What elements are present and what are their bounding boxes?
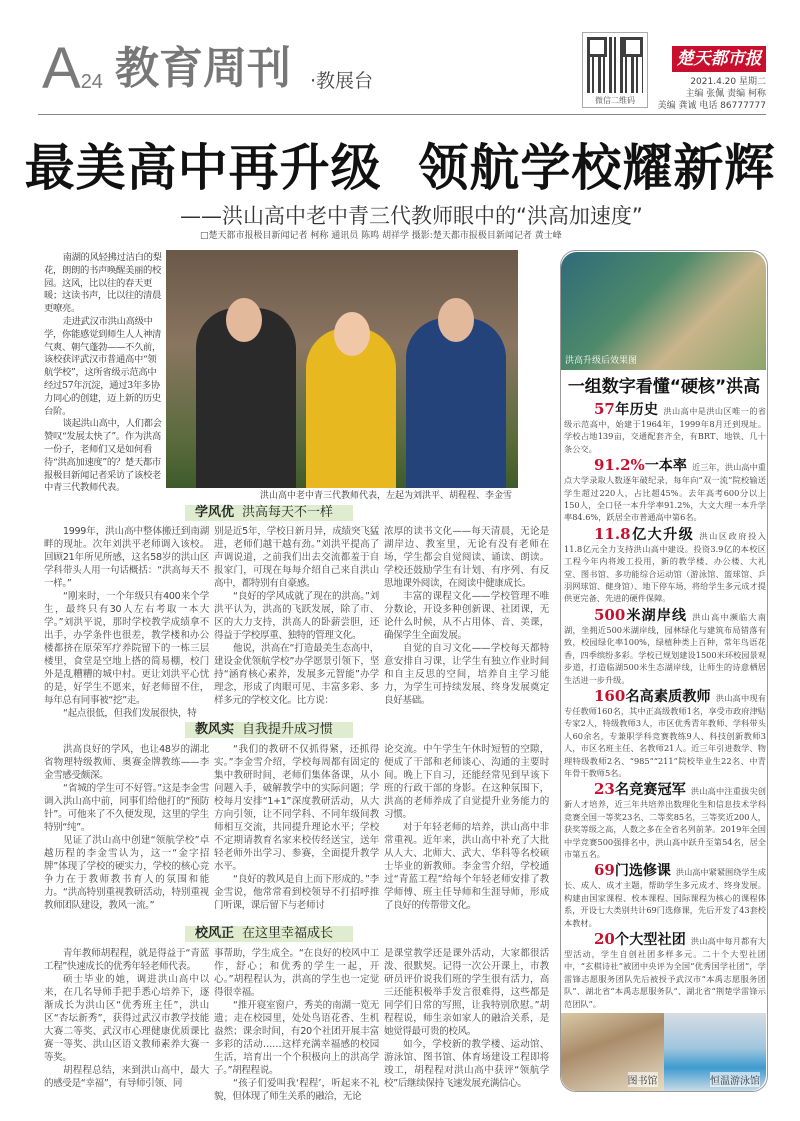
stat-number: 160 xyxy=(594,686,626,705)
heading-rest: 自我提升成习惯 xyxy=(242,722,334,737)
paragraph: “孩子们爱叫我‘程程’，听起来不礼貌，但体现了师生关系的融洽，无论 xyxy=(214,1078,379,1102)
heading-rest: 洪高每天不一样 xyxy=(242,505,334,520)
stat-label: 名高素质教师 xyxy=(625,688,711,705)
intro-paragraph: 南湖的风轻拂过洁白的梨花，朗朗的书声唤醒美丽的校园。这风，比以往的春天更暖；这读书声，比以往的清晨更嘹亮。 xyxy=(44,252,162,315)
stat-label: 名竞赛冠军 xyxy=(614,782,686,799)
stat-entry xyxy=(564,781,766,860)
article-column xyxy=(44,947,209,1090)
paragraph: “我们的教研不仅抓得紧，还抓得实。”李金雪介绍，学校每周都有固定的集中教研时间，老师们集体备课，从小问题入手，破解教学中的实际问题；学校每月安排“1+1”深度教研活动，从大方向引领，让不同学科、不同年级间教师相互交流，共同提升理论水平；学校不定期请教育名家来校传经送宝，送年轻老师外出学习、参赛，全面提升教学水平。 xyxy=(214,744,379,872)
issue-meta xyxy=(652,76,766,112)
article-column xyxy=(214,947,379,1103)
article-column xyxy=(384,525,549,707)
stat-text: 洪山区政府投入11.8亿元全力支持洪山高中建设。投资3.9亿的本校区工程今年内将竣工投用，新的教学楼、办公楼、大礼堂、图书馆、多功能综合运动馆（游泳馆、篮球馆、乒羽网球馆、健身馆）、地下停车场，将给学生多元成才提供更完备、先进的硬件保障。 xyxy=(564,530,766,604)
intro-paragraph: 谈起洪山高中，人们都会赞叹“发展太快了”。作为洪高一份子，老师们又是如何看待“洪高加速度”的？楚天都市报极目新闻记者采访了该校老中青三代教师代表。 xyxy=(44,418,162,494)
paragraph: 他说，洪高在“打造最美生态高中，建设金优领航学校”办学愿景引领下，坚持“涵育核心素养，发展多元智能”办学理念，形成了肉眼可见、丰富多彩、多样多元的学校文化。比方说： xyxy=(214,643,379,706)
intro-text xyxy=(44,252,164,495)
stat-entry xyxy=(564,607,766,686)
paragraph: 如今，学校新的教学楼、运动馆、游泳馆、图书馆、体育场建设工程即将竣工，胡程程对洪山高中获评“领航学校”后继续保持飞速发展充满信心。 xyxy=(384,1039,549,1089)
campus-rendering-image xyxy=(561,252,766,370)
paragraph: “省城的学生可不好管。”这是李金雪调入洪山高中前，同事们给他打的“预防针”。可他来了不久便发现，这里的学生特别“纯”。 xyxy=(44,783,209,833)
stat-label: 年历史 xyxy=(614,402,659,418)
stat-entry xyxy=(564,457,766,524)
photo-caption: 洪山高中老中青三代教师代表，左起为刘洪平、胡程程、李金雪 xyxy=(260,491,513,501)
page-number xyxy=(42,36,103,111)
stat-label: 亿大升级 xyxy=(630,526,695,543)
stat-entry xyxy=(564,401,766,455)
section-heading-3 xyxy=(185,926,353,942)
paragraph: “起点很低，但我们发展很快，特 xyxy=(63,708,197,719)
subsection-title: ·教展台 xyxy=(310,70,374,92)
stat-text: 洪山高中每月都有大型活动，学生自创社团多样多元。二十个大型社团中，“玄棋诗社”被团中央评为全国“优秀国学社团”，学雷锋志愿服务团队先后被授予武汉市“本禹志愿服务团队”、湖北省“本禹志愿服务队”、湖北省“荆楚学雷锋示范团队”。 xyxy=(564,936,766,1009)
head xyxy=(226,298,262,342)
stat-entry xyxy=(564,931,766,1010)
stat-number: 91.2% xyxy=(594,456,645,475)
stat-text: 洪山高中注重拔尖创新人才培养，近三年共培养出数理化生和信息技术学科竞赛全国一等奖23名、二等奖85名，三等奖近200人，获奖等级之高，人数之多在全省名列前茅。2019年全国中学竞赛500强排名中，洪山高中跃升至第54名，居全市第五名。 xyxy=(564,786,766,859)
stat-label: 一本率 xyxy=(644,458,687,475)
stat-entry xyxy=(564,526,766,605)
article-column xyxy=(214,525,379,707)
paragraph: 自觉的自习文化——学校每天都特意安排自习课，让学生有独立作业时间和自主反思的空间，培养自主学习能力，为学生可持续发展、终身发展奠定良好基础。 xyxy=(384,643,549,706)
article-column xyxy=(44,525,209,720)
article-column xyxy=(44,743,209,912)
heading-rest: 在这里幸福成长 xyxy=(242,926,334,941)
qr-code[interactable] xyxy=(582,32,648,108)
stat-label: 门选修课 xyxy=(614,863,671,880)
teachers-photo xyxy=(166,250,518,488)
paragraph: 是课堂教学还是课外活动，大家都很活泼、很默契。记得一次公开课上，市教研员评价说我们班的学生很有活力，高三还能积极举手发言很难得，这些都是同学们日常的写照，让我特别欣慰。”胡程程说，师生亲如家人的融洽关系，是她觉得最可贵的校风。 xyxy=(384,948,549,1037)
stat-entry xyxy=(564,862,766,929)
head xyxy=(438,298,474,342)
stat-entry xyxy=(564,688,766,779)
stat-label: 米湖岸线 xyxy=(625,607,688,624)
headline: 最美高中再升级 领航学校耀新辉 xyxy=(24,139,776,197)
editors: 主编 张佩 责编 柯称 xyxy=(685,89,766,99)
paragraph: “刚来时，一个年级只有400来个学生，最终只有30人左右考取一本大学。”刘洪平说，那时学校教学成绩拿不出手，办学条件也很差，教学楼和办公楼都挤在原荣军疗养院留下的一栋三层楼里，食堂是空地上搭的简易棚，校门外是乱糟糟的城中村。更让刘洪平心忧的是，好学生不愿来，好老师留不住，每年总有同事被“挖”走。 xyxy=(44,591,209,706)
newspaper-logo: 楚天都市报 xyxy=(672,46,766,72)
paragraph: 论交流。中午学生午休时短暂的空隙，便成了干部和老师谈心、沟通的主要时间。晚上下自习，还能经常见到早该下班的行政干部的身影。在这种氛围下，洪高的老师养成了自觉提升业务能力的习惯。 xyxy=(384,744,549,820)
paragraph: 见证了洪山高中创建“领航学校”卓越历程的李金雪认为，这一“金字招牌”体现了学校的硬实力，学校的核心竞争力在于教师教书育人的氛围和能力。“洪高特别重视教研活动，特别重视教师团队建设，教风一流。” xyxy=(44,835,209,911)
intro-paragraph: 走进武汉市洪山高级中学，你能感觉到师生人人神清气爽、朝气蓬勃——不久前，该校获评武汉市普通高中“领航学校”，这所省级示范高中经过57年沉淀，通过3年多协力同心的创建，迈上新的历史台阶。 xyxy=(44,315,161,417)
issue-date: 2021.4.20 星期二 xyxy=(690,77,766,87)
heading-bold: 学风优 xyxy=(195,505,235,520)
qr-code-icon xyxy=(587,37,643,93)
page-number-digits: 24 xyxy=(80,71,103,93)
facility-images xyxy=(561,1013,766,1091)
library-image xyxy=(561,1013,664,1091)
designer: 美编 龚诚 电话 86777777 xyxy=(657,101,766,111)
stat-text: 近三年，洪山高中重点大学录取人数逐年破纪录，每年向“双一流”院校输送学生超过220人，占比超45%。去年高考600分以上150人，全口径一本升学率91.2%，大文大理一本升学率84.6%，跃居全市普通高中第6名。 xyxy=(564,462,766,523)
stat-number: 57 xyxy=(594,400,615,418)
stat-list xyxy=(564,401,766,1010)
page-letter: A xyxy=(42,36,81,101)
paragraph: 1999年，洪山高中整体搬迁到南湖畔的现址。次年刘洪平老师调入该校。回顾21年所见所感，这名58岁的洪山区学科带头人用一句话概括：“洪高每天不一样。” xyxy=(44,526,209,589)
paragraph: 对于年轻老师的培养，洪山高中非常重视。近年来，洪山高中补充了大批从人大、北师大、武大、华科等名校硕士毕业的新教师。李金雪介绍，学校通过“青蓝工程”给每个年轻老师安排了教学师傅、班主任导师和生涯导师，形成了良好的传帮带文化。 xyxy=(384,822,549,911)
paragraph: 青年教师胡程程，就是得益于“青蓝工程”快速成长的优秀年轻老师代表。 xyxy=(44,948,209,972)
sidebar-title: 一组数字看懂“硬核”洪高 xyxy=(567,377,761,397)
stat-number: 500 xyxy=(594,605,626,624)
person-right xyxy=(406,318,506,488)
paragraph: 浓厚的读书文化——每天清晨，无论是湖岸边、教室里，无论有没有老师在场，学生都会自觉阅读、诵读、朗读。学校还鼓励学生有计划、有序列、有反思地课外阅读，在阅读中健康成长。 xyxy=(384,526,549,589)
stat-number: 11.8 xyxy=(594,524,631,543)
byline: □楚天都市报极目新闻记者 柯称 通讯员 陈鸣 胡祥学 摄影:楚天都市报极目新闻记者 黄士峰 xyxy=(200,231,562,241)
paragraph: 洪高良好的学风，也让48岁的湖北省物理特级教师、奥赛金牌教练——李金雪感受颇深。 xyxy=(44,744,209,781)
paragraph: 事帮助，学生成全。“在良好的校风中工作，舒心；和优秀的学生一起，开心。”胡程程认为，洪高的学生也一定觉得很幸福。 xyxy=(214,948,379,998)
article-column xyxy=(384,743,549,912)
stat-text: 洪山高中现有专任教师160名，其中正高级教师1名，享受市政府津贴专家2人，特级教师3人，市区优秀青年教师、学科带头人60余名，专兼职学科竞赛教练9人、科技创新教师3人，市区名班主任、名教师21人。近三年引进数学、物理特级教师2名、“985”“211”院校毕业生22名、中青年骨干教师5名。 xyxy=(564,692,766,778)
section-heading-2 xyxy=(185,722,353,738)
article-column xyxy=(214,743,379,912)
pool-image xyxy=(664,1013,767,1091)
paragraph: “良好的学风成就了现在的洪高。”刘洪平认为，洪高的飞跃发展，除了市、区的大力支持，洪高人的卧薪尝胆，还得益于学校厚重、独特的管理文化。 xyxy=(214,591,379,641)
stat-number: 69 xyxy=(594,861,615,880)
subheadline: ——洪山高中老中青三代教师眼中的“洪高加速度” xyxy=(180,204,643,228)
stat-text: 洪山高中紧紧围绕学生成长、成人、成才主题，帮助学生多元成才、终身发展。构建由国家课程、校本课程、国际课程为核心的课程体系，开设七大类别共计69门选修课，先后开发了43套校本教材。 xyxy=(564,867,766,928)
stat-number: 23 xyxy=(594,780,615,799)
head xyxy=(334,312,370,356)
heading-bold: 教风实 xyxy=(195,722,235,737)
stat-label: 个大型社团 xyxy=(614,932,686,948)
paragraph: 胡程程总结，来到洪山高中，最大的感受是“幸福”，有导师引领、同 xyxy=(44,1065,209,1089)
paragraph: 丰富的课程文化——学校管理不唯分数论，开设多种创新课、社团课，无论什么时候，从不占用体、音、美课，确保学生全面发展。 xyxy=(384,591,549,641)
stat-text: 洪山高中濒临大南湖，坐拥近500米湖岸线，园林绿化与建筑布局错落有致，校园绿化率100%，绿植种类上百种，常年鸟语花香，四季缤纷多彩。学校已规划建设1500米环校园景观步道，打造临湖500米生态湖岸线，让师生的诗意栖居生活进一步升级。 xyxy=(564,611,766,685)
paragraph: “推开寝室窗户，秀美的南湖一览无遗；走在校园里，处处鸟语花香、生机盎然；课余时间，有20个社团开展丰富多彩的活动……这样充满幸福感的校园生活，培育出一个个积极向上的洪高学子。”胡程程说。 xyxy=(214,1000,379,1076)
section-heading-1 xyxy=(185,505,353,521)
section-title: 教育周刊 xyxy=(115,43,291,94)
qr-label: 微信二维码 xyxy=(595,96,635,105)
stat-text: 洪山高中是洪山区唯一的省级示范高中，始建于1964年，1999年8月迁到现址。学校占地139亩，交通配套齐全，有BRT、地铁、几十条公交。 xyxy=(564,406,766,454)
paragraph: “良好的教风是自上而下形成的。”李金雪说，他常常看到校领导不打招呼推门听课，课后留下与老师讨 xyxy=(214,874,379,911)
rendering-caption: 洪高升级后效果图 xyxy=(565,356,638,366)
article-column xyxy=(384,947,549,1090)
library-caption: 图书馆 xyxy=(628,1072,658,1087)
heading-bold: 校风正 xyxy=(195,926,235,941)
pool-caption: 恒温游泳馆 xyxy=(710,1072,760,1087)
header-divider xyxy=(38,114,766,115)
paragraph: 别是近5年，学校日新月异，成绩突飞猛进，老师们越干越有劲。”刘洪平提高了声调说道，之前我们出去交流都羞于自报家门，可现在每每介绍自己来自洪山高中，都特别有自豪感。 xyxy=(214,526,379,589)
stat-number: 20 xyxy=(594,930,615,948)
paragraph: 硕士毕业的她，调进洪山高中以来，在几名导师手把手悉心培养下，逐渐成长为洪山区“优秀班主任”，洪山区“杏坛新秀”，获得过武汉市教学技能大赛二等奖、武汉市心理健康优质课比赛一等奖、洪山区语文教师素养大赛一等奖。 xyxy=(44,974,209,1063)
